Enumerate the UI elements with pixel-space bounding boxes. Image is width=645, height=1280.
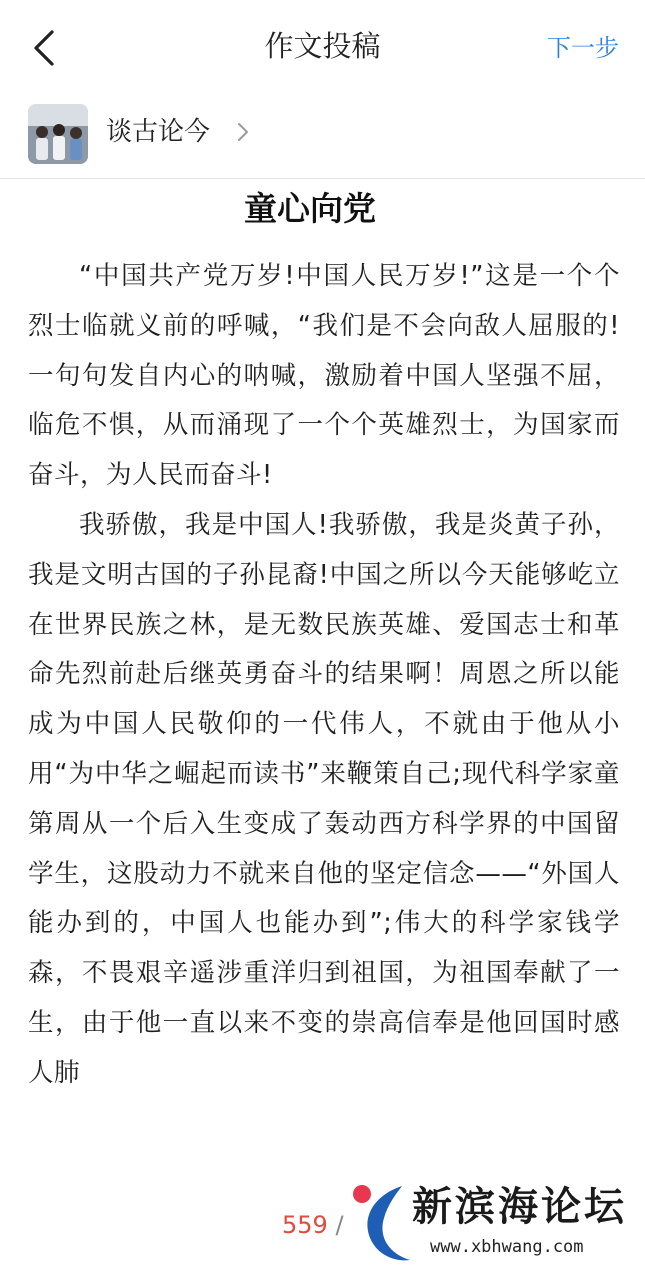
watermark-url: www.xbhwang.com: [430, 1237, 584, 1257]
watermark-logo: [350, 1180, 640, 1272]
essay-title[interactable]: 童心向党: [244, 189, 376, 228]
word-counter: [282, 1208, 344, 1242]
topic-selector[interactable]: [0, 100, 645, 176]
page-title: 作文投稿: [264, 29, 381, 63]
essay-body-editor[interactable]: [28, 252, 620, 1099]
paragraph: 我骄傲，我是中国人!我骄傲，我是炎黄子孙，我是文明古国的子孙昆裔!中国之所以今天能够屹立在世界民族之林，是无数民族英雄、爱国志士和革命先烈前赴后继英勇奋斗的结果啊！周恩之所以能成为中国人民敬仰的一代伟人，不就由于他从小用“为中华之崛起而读书”来鞭策自己;现代科学家童第周从一个后入生变成了轰动西方科学界的中国留学生，这股动力不就来自他的坚定信念——“外国人能办到的，中国人也能办到”;伟大的科学家钱学森，不畏艰辛遥涉重洋归到祖国，为祖国奉献了一生，由于他一直以来不变的崇高信奉是他回国时感人肺: [28, 509, 620, 1088]
chevron-right-icon: [234, 120, 252, 144]
divider: [0, 178, 645, 179]
watermark-text: 新滨海论坛: [412, 1184, 627, 1230]
paragraph: “中国共产党万岁!中国人民万岁!”这是一个个烈士临就义前的呼喊，“我们是不会向敌人屈服的!一句句发自内心的呐喊，激励着中国人坚强不屈，临危不惧，从而涌现了一个个英雄烈士，为国家而奋斗，为人民而奋斗!: [28, 261, 620, 491]
topic-label: 谈古论今: [106, 117, 211, 147]
next-step-button[interactable]: 下一步: [547, 34, 619, 62]
word-count-separator: /: [327, 1211, 344, 1239]
watermark-emblem-icon: [350, 1180, 420, 1270]
top-nav-bar: [0, 0, 645, 96]
topic-thumbnail: [28, 104, 88, 164]
word-count-current: 559: [282, 1211, 328, 1239]
